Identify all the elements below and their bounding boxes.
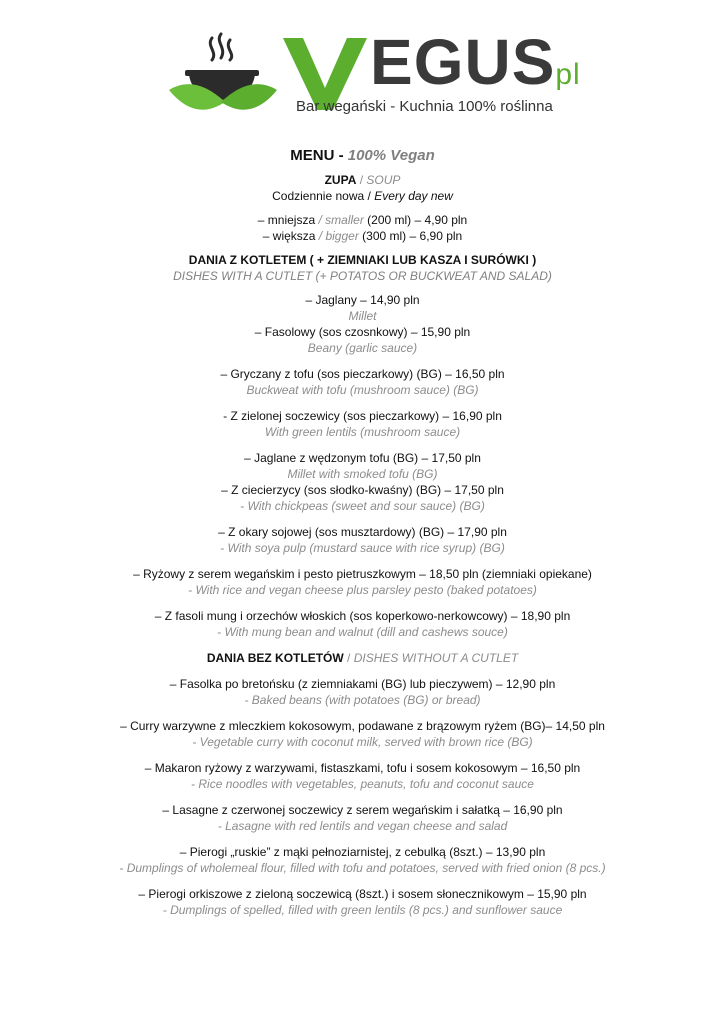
nocutlet-item-pl: – Pierogi „ruskie” z mąki pełnoziarnistej, z cebulką (8szt.) – 13,90 pln	[179, 845, 546, 859]
soup-heading-pl: ZUPA	[324, 173, 357, 187]
cutlet-item-en: Buckweat with tofu (mushroom sauce) (BG)	[246, 383, 479, 397]
soup-daily	[0, 188, 725, 204]
cutlet-heading-pl: DANIA Z KOTLETEM ( + ZIEMNIAKI LUB KASZA I SURÓWKI )	[188, 253, 537, 267]
nocutlet-heading-pl: DANIA BEZ KOTLETÓW	[206, 651, 344, 665]
menu-title-text: MENU -	[290, 147, 348, 164]
nocutlet-heading	[0, 650, 725, 666]
nocutlet-item-en: - Dumplings of spelled, filled with green lentils (8 pcs.) and sunflower sauce	[162, 903, 563, 917]
nocutlet-item-en: - Rice noodles with vegetables, peanuts, tofu and coconut sauce	[191, 777, 534, 791]
soup-big-price: (300 ml) – 6,90 pln	[358, 229, 463, 243]
nocutlet-item-en: - Baked beans (with potatoes (BG) or bread)	[244, 693, 481, 707]
soup-small-price: (200 ml) – 4,90 pln	[363, 213, 468, 227]
nocutlet-item-en: - Dumplings of wholemeal flour, filled with tofu and potatoes, served with fried onion (8 pcs.)	[119, 861, 606, 875]
soup-daily-en: Every day new	[374, 189, 453, 203]
cutlet-item-pl: – Fasolowy (sos czosnkowy) – 15,90 pln	[254, 325, 471, 339]
menu-title	[0, 148, 725, 164]
nocutlet-item-pl: – Makaron ryżowy z warzywami, fistaszkami, tofu i sosem kokosowym – 16,50 pln	[144, 761, 581, 775]
cutlet-item-pl: – Z fasoli mung i orzechów włoskich (sos koperkowo-nerkowcowy) – 18,90 pln	[154, 609, 571, 623]
nocutlet-item-pl: – Pierogi orkiszowe z zieloną soczewicą (8szt.) i sosem słonecznikowym – 15,90 pln	[138, 887, 587, 901]
brand-suffix: pl	[555, 58, 581, 91]
cutlet-item-pl: – Gryczany z tofu (sos pieczarkowy) (BG) – 16,50 pln	[220, 367, 505, 381]
cutlet-item-en: - With mung bean and walnut (dill and cashews souce)	[217, 625, 508, 639]
soup-big-pl: – większa	[262, 229, 319, 243]
cutlet-item-pl: – Z ciecierzycy (sos słodko-kwaśny) (BG) – 17,50 pln	[221, 483, 504, 497]
nocutlet-heading-en: DISHES WITHOUT A CUTLET	[353, 651, 519, 665]
soup-heading-en: SOUP	[366, 173, 401, 187]
soup-small	[0, 212, 725, 228]
brand-text: EGUS	[370, 26, 556, 98]
cutlet-item-en: Millet with smoked tofu (BG)	[287, 467, 438, 481]
nocutlet-item-en: - Vegetable curry with coconut milk, served with brown rice (BG)	[192, 735, 533, 749]
soup-small-pl: – mniejsza	[257, 213, 319, 227]
cutlet-item-en: With green lentils (mushroom sauce)	[264, 425, 461, 439]
nocutlet-item-pl: – Curry warzywne z mleczkiem kokosowym, podawane z brązowym ryżem (BG)– 14,50 pln	[120, 719, 605, 733]
cutlet-heading-en: DISHES WITH A CUTLET (+ POTATOS OR BUCKWEAT AND SALAD)	[173, 269, 552, 283]
cutlet-item-en: - With rice and vegan cheese plus parsley pesto (baked potatoes)	[188, 583, 537, 597]
soup-big-en: / bigger	[318, 229, 359, 243]
nocutlet-item-en: - Lasagne with red lentils and vegan cheese and salad	[217, 819, 508, 833]
cutlet-item-pl: - Z zielonej soczewicy (sos pieczarkowy) – 16,90 pln	[223, 409, 502, 423]
cutlet-item-en: Beany (garlic sauce)	[307, 341, 418, 355]
nocutlet-item-pl: – Lasagne z czerwonej soczewicy z serem wegańskim i sałatką – 16,90 pln	[162, 803, 563, 817]
soup-heading-sep: /	[356, 173, 367, 187]
cutlet-item-en: - With chickpeas (sweet and sour sauce) (BG)	[240, 499, 485, 513]
nocutlet-item-pl: – Fasolka po bretońsku (z ziemniakami (BG) lub pieczywem) – 12,90 pln	[169, 677, 556, 691]
soup-daily-pl: Codziennie nowa /	[272, 189, 375, 203]
cutlet-item-pl: – Jaglane z wędzonym tofu (BG) – 17,50 pln	[244, 451, 481, 465]
cutlet-item-pl: – Jaglany – 14,90 pln	[305, 293, 420, 307]
tagline: Bar wegański - Kuchnia 100% roślinna	[296, 98, 553, 115]
steam-icon	[210, 34, 231, 60]
cutlet-item-en: Millet	[348, 309, 377, 323]
cutlet-item-pl: – Z okary sojowej (sos musztardowy) (BG) – 17,90 pln	[218, 525, 507, 539]
soup-heading	[0, 172, 725, 188]
cutlet-item-en: - With soya pulp (mustard sauce with rice syrup) (BG)	[220, 541, 505, 555]
soup-small-en: / smaller	[318, 213, 364, 227]
nocutlet-heading-sep: /	[343, 651, 354, 665]
soup-big	[0, 228, 725, 244]
menu-title-italic: 100% Vegan	[347, 147, 435, 164]
brand-name	[370, 26, 581, 107]
menu-content	[0, 148, 725, 918]
cutlet-item-pl: – Ryżowy z serem wegańskim i pesto pietruszkowym – 18,50 pln (ziemniaki opiekane)	[133, 567, 592, 581]
